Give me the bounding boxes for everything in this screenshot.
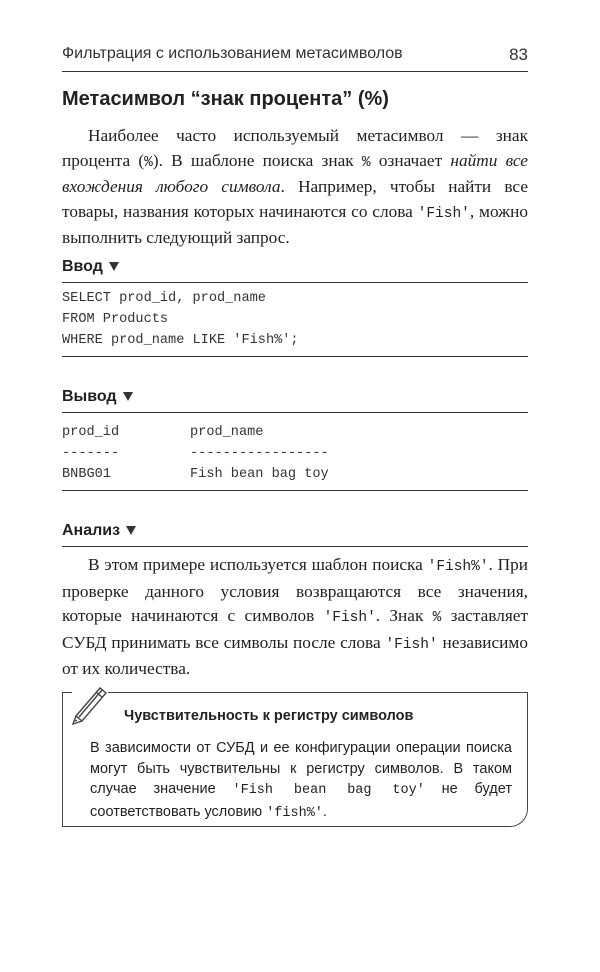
analysis-code-2: 'Fish'	[323, 610, 376, 626]
input-label: Ввод	[62, 258, 119, 276]
note-code-1: 'Fish bean bag toy'	[232, 783, 425, 798]
cell-prod-id: BNBG01	[62, 467, 111, 482]
col-header-prod-id: prod_id	[62, 425, 120, 440]
analysis-text-5: независимо от их количества.	[62, 632, 528, 678]
code-line: WHERE prod_name LIKE 'Fish%';	[62, 333, 299, 348]
intro-paragraph	[62, 124, 528, 251]
analysis-code-1: 'Fish%'	[427, 559, 489, 575]
section-title: Метасимвол “знак процента” (%)	[62, 88, 389, 110]
note-title: Чувствительность к регистру символов	[124, 708, 414, 724]
analysis-text-2: . При проверке данного условия возвращаются все значения, которые начинаются с символов	[62, 555, 528, 625]
output-header-row	[62, 422, 528, 443]
col-header-prod-name: prod_name	[190, 425, 264, 440]
table-row	[62, 464, 528, 485]
analysis-code-4: 'Fish'	[385, 636, 438, 653]
note-text-3: .	[322, 803, 327, 820]
analysis-paragraph	[62, 553, 528, 682]
intro-code-1: %	[144, 154, 153, 171]
col-sep-1: -------	[62, 446, 120, 461]
triangle-down-icon	[123, 392, 133, 401]
intro-text-5: , можно выполнить следующий запрос.	[62, 201, 528, 247]
intro-code-2: %	[361, 154, 371, 171]
note-code-2: 'fish%'	[266, 805, 323, 821]
output-label-row	[62, 386, 528, 413]
intro-text-2: ). В шаблоне поиска знак	[152, 150, 362, 170]
note-text-2: не будет соответствовать условию	[90, 781, 512, 820]
analysis-text-3: . Знак	[375, 606, 433, 625]
triangle-down-icon	[126, 526, 136, 535]
analysis-text-1: В этом примере используется шаблон поиска	[88, 555, 428, 574]
intro-text-4: . Например, чтобы найти все товары, названия которых начинаются со слова	[62, 177, 528, 221]
input-rule	[62, 356, 528, 357]
triangle-down-icon	[109, 262, 119, 271]
input-label-row	[62, 256, 528, 283]
running-header	[62, 41, 528, 72]
analysis-code-3: %	[432, 610, 442, 626]
output-label: Вывод	[62, 388, 133, 406]
intro-text-1: Наиболее часто используемый метасимвол — знак процента (	[62, 126, 528, 170]
code-line: SELECT prod_id, prod_name	[62, 291, 266, 306]
note-body	[90, 738, 512, 824]
analysis-label: Анализ	[62, 522, 136, 540]
analysis-text-4: заставляет СУБД принимать все символы после слова	[62, 606, 528, 652]
output-separator-row	[62, 443, 528, 464]
intro-italic: найти все вхождения любого символа	[62, 150, 528, 196]
output-table	[62, 422, 528, 485]
code-line: FROM Products	[62, 312, 169, 327]
page-number: 83	[509, 45, 528, 64]
intro-text-3: означает	[370, 150, 451, 170]
intro-code-3: 'Fish'	[417, 205, 470, 222]
note-text-1: В зависимости от СУБД и ее конфигурации операции поиска могут быть чувствительны к регистру символов. В таком случае значение	[90, 740, 512, 797]
input-code	[62, 288, 528, 351]
analysis-label-row	[62, 520, 528, 547]
col-sep-2: -----------------	[190, 446, 329, 461]
note-border-top	[108, 692, 528, 693]
cell-prod-name: Fish bean bag toy	[190, 467, 329, 482]
output-rule	[62, 490, 528, 491]
running-title: Фильтрация с использованием метасимволов	[62, 45, 403, 62]
pencil-icon	[66, 680, 112, 726]
